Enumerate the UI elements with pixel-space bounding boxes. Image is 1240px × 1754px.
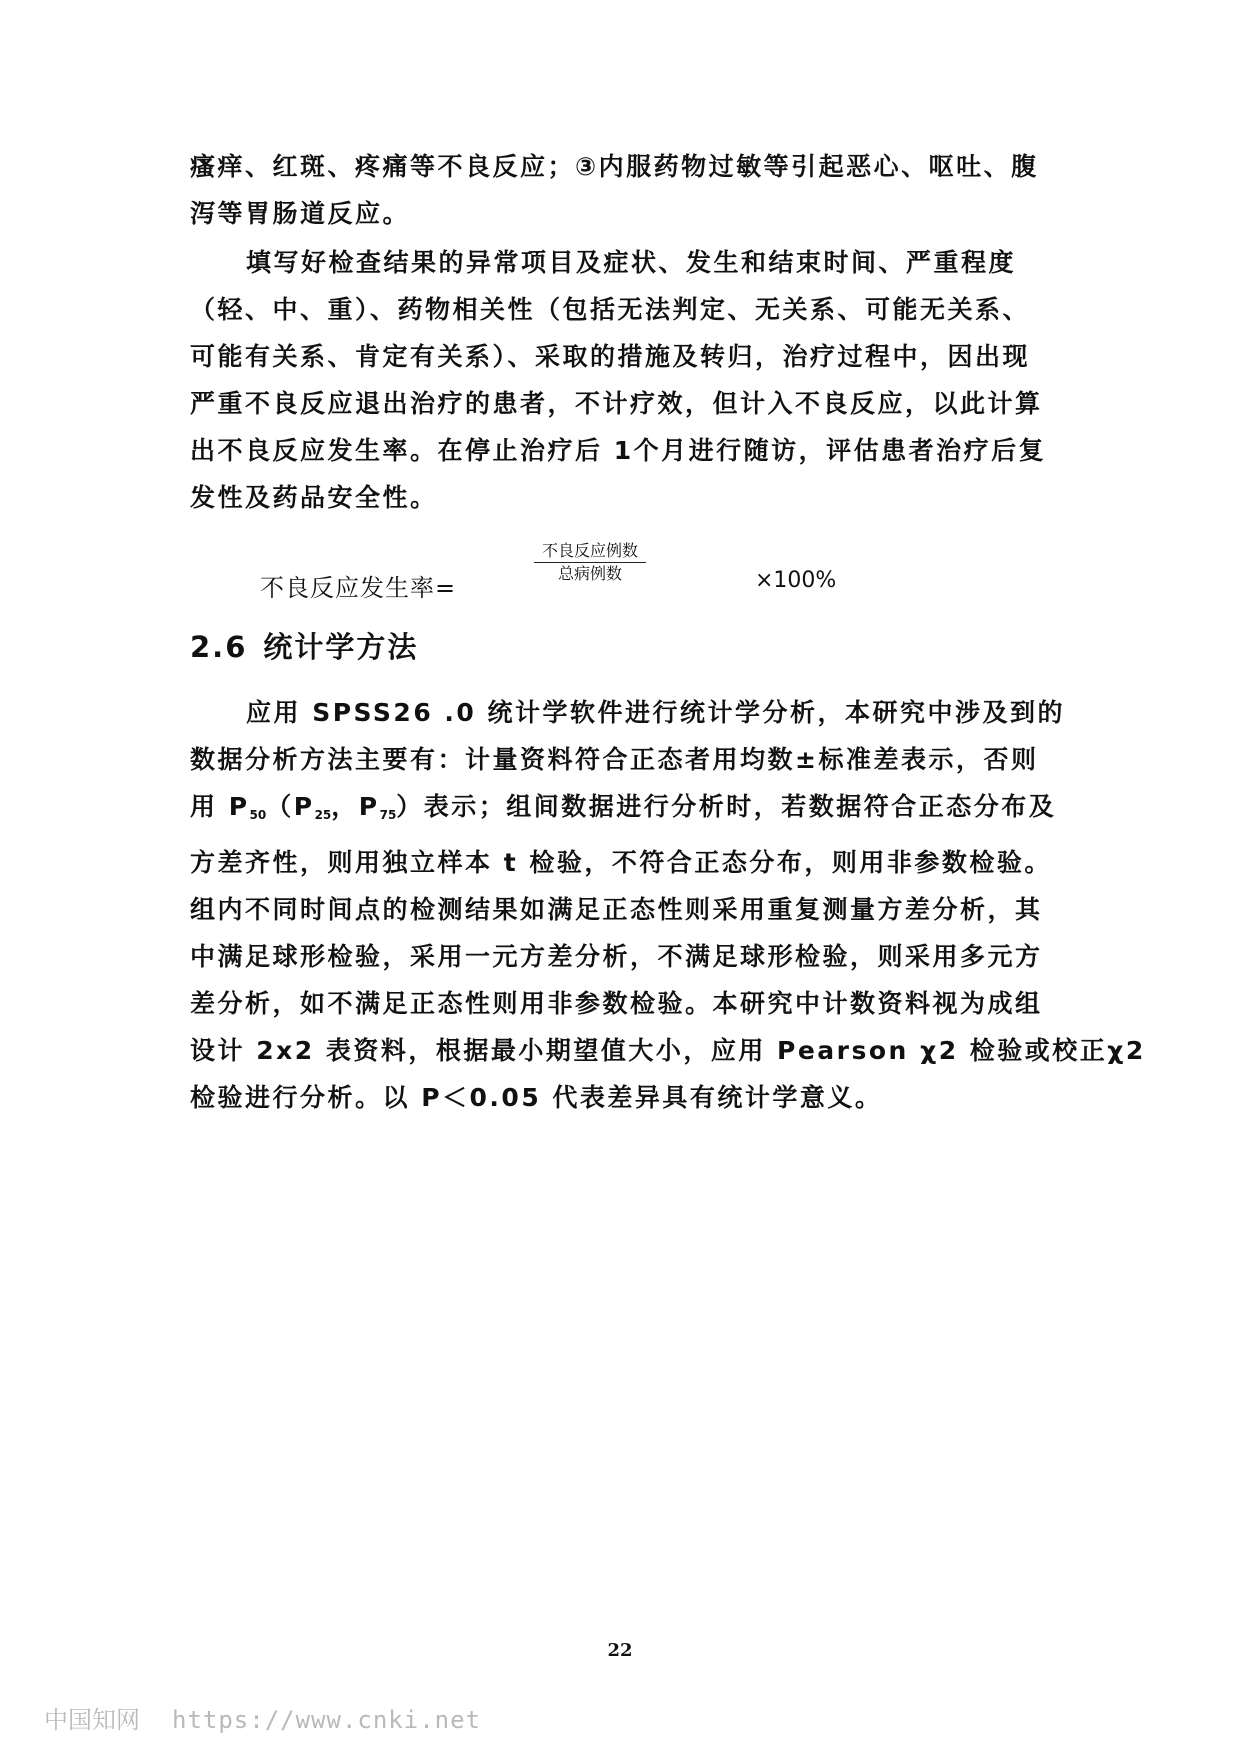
text-line: 应用 SPSS26 .0 统计学软件进行统计学分析，本研究中涉及到的 xyxy=(246,698,1066,727)
text-line: 严重不良反应退出治疗的患者，不计疗效，但计入不良反应，以此计算 xyxy=(190,389,1043,418)
formula-multiplier: ×100% xyxy=(755,568,837,593)
cnki-watermark xyxy=(44,1700,481,1735)
text-line: 瘙痒、红斑、疼痛等不良反应；③内服药物过敏等引起恶心、呕吐、腹 xyxy=(190,152,1039,181)
paragraph-adverse-reactions xyxy=(190,143,1060,237)
text-line xyxy=(190,783,1060,839)
text-fragment: ，P xyxy=(331,792,380,821)
text-line: 泻等胃肠道反应。 xyxy=(190,199,411,228)
formula-denominator: 总病例数 xyxy=(557,564,622,583)
formula-numerator: 不良反应例数 xyxy=(541,541,638,560)
text-line: 填写好检查结果的异常项目及症状、发生和结束时间、严重程度 xyxy=(246,248,1017,277)
text-line: 检验进行分析。以 P＜0.05 代表差异具有统计学意义。 xyxy=(190,1083,883,1112)
text-line: 发性及药品安全性。 xyxy=(190,483,438,512)
subscript: 75 xyxy=(379,808,397,822)
section-heading xyxy=(190,625,418,666)
text-line: 方差齐性，则用独立样本 t 检验，不符合正态分布，则用非参数检验。 xyxy=(190,848,1052,877)
text-line: 设计 2x2 表资料，根据最小期望值大小，应用 Pearson χ2 检验或校正χ2 xyxy=(190,1036,1146,1065)
text-fragment: （P xyxy=(266,792,315,821)
paragraph-statistical-methods xyxy=(190,689,1146,1121)
text-line: 差分析，如不满足正态性则用非参数检验。本研究中计数资料视为成组 xyxy=(190,989,1043,1018)
section-number: 2.6 xyxy=(190,630,248,664)
section-title: 统计学方法 xyxy=(263,630,419,664)
page-number: 22 xyxy=(607,1640,633,1661)
subscript: 25 xyxy=(314,808,332,822)
formula-fraction xyxy=(530,540,650,585)
text-line: 数据分析方法主要有：计量资料符合正态者用均数±标准差表示，否则 xyxy=(190,745,1039,774)
watermark-url: https://www.cnki.net xyxy=(172,1706,481,1734)
paragraph-reaction-recording xyxy=(190,239,1060,521)
subscript: 50 xyxy=(249,808,267,822)
text-line: 出不良反应发生率。在停止治疗后 1个月进行随访，评估患者治疗后复 xyxy=(190,436,1047,465)
text-line: 中满足球形检验，采用一元方差分析，不满足球形检验，则采用多元方 xyxy=(190,942,1043,971)
adverse-reaction-rate-formula xyxy=(260,540,860,600)
formula-lhs: 不良反应发生率= xyxy=(260,574,457,602)
text-fragment: ）表示；组间数据进行分析时，若数据符合正态分布及 xyxy=(396,792,1057,821)
text-fragment: 用 P xyxy=(190,792,250,821)
watermark-brand: 中国知网 xyxy=(44,1706,140,1734)
text-line: 组内不同时间点的检测结果如满足正态性则采用重复测量方差分析，其 xyxy=(190,895,1043,924)
text-line: 可能有关系、肯定有关系）、采取的措施及转归，治疗过程中，因出现 xyxy=(190,342,1031,371)
text-line: （轻、中、重）、药物相关性（包括无法判定、无关系、可能无关系、 xyxy=(190,295,1031,324)
